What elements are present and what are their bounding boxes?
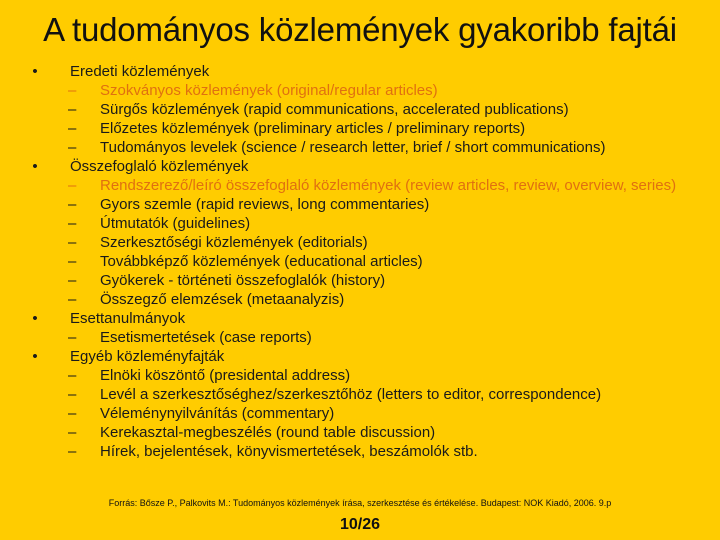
dash-icon: – xyxy=(68,367,77,384)
list-item-text: Hírek, bejelentések, könyvismertetések, beszámolók stb. xyxy=(100,443,478,460)
list-item xyxy=(28,176,708,195)
list-item-text: Útmutatók (guidelines) xyxy=(100,215,251,232)
section-other-types xyxy=(28,347,708,366)
list-item-text: Kerekasztal-megbeszélés (round table discussion) xyxy=(100,424,436,441)
bullet-icon: • xyxy=(32,310,38,327)
dash-icon: – xyxy=(68,386,77,403)
list-item-text: Tudományos levelek (science / research letter, brief / short communications) xyxy=(100,139,606,156)
dash-icon: – xyxy=(68,424,77,441)
list-item-text: Rendszerező/leíró összefoglaló közlemények (review articles, review, overview, series) xyxy=(100,177,677,194)
list-item xyxy=(28,81,708,100)
list-item-text: Levél a szerkesztőséghez/szerkesztőhöz (letters to editor, correspondence) xyxy=(100,386,602,403)
list-item xyxy=(28,328,708,347)
section-label: Egyéb közleményfajták xyxy=(70,348,225,365)
bullet-icon: • xyxy=(32,158,38,175)
list-item-text: Szokványos közlemények (original/regular articles) xyxy=(100,82,438,99)
section-case-studies xyxy=(28,309,708,328)
dash-icon: – xyxy=(68,177,77,194)
bullet-icon: • xyxy=(32,63,38,80)
section-review-articles xyxy=(28,157,708,176)
dash-icon: – xyxy=(68,139,77,156)
dash-icon: – xyxy=(68,82,77,99)
list-item xyxy=(28,366,708,385)
section-original-articles xyxy=(28,62,708,81)
section-label: Esettanulmányok xyxy=(70,310,186,327)
list-item xyxy=(28,138,708,157)
list-item xyxy=(28,423,708,442)
list-item xyxy=(28,442,708,461)
dash-icon: – xyxy=(68,196,77,213)
dash-icon: – xyxy=(68,405,77,422)
list-item xyxy=(28,100,708,119)
list-item xyxy=(28,214,708,233)
section-label: Összefoglaló közlemények xyxy=(70,158,249,175)
bullet-icon: • xyxy=(32,348,38,365)
list-item xyxy=(28,233,708,252)
dash-icon: – xyxy=(68,291,77,308)
page-number: 10/26 xyxy=(339,516,381,533)
dash-icon: – xyxy=(68,253,77,270)
list-item-text: Sürgős közlemények (rapid communications, accelerated publications) xyxy=(100,101,569,118)
source-citation: Forrás: Bősze P., Palkovits M.: Tudományos közlemények írása, szerkesztése és értékelése. Budapest: NOK Kiadó, 2006. 9.p xyxy=(108,498,612,508)
dash-icon: – xyxy=(68,272,77,289)
dash-icon: – xyxy=(68,101,77,118)
list-item xyxy=(28,271,708,290)
list-item-text: Szerkesztőségi közlemények (editorials) xyxy=(100,234,368,251)
dash-icon: – xyxy=(68,443,77,460)
list-item xyxy=(28,195,708,214)
dash-icon: – xyxy=(68,234,77,251)
dash-icon: – xyxy=(68,329,77,346)
list-item-text: Előzetes közlemények (preliminary articles / preliminary reports) xyxy=(100,120,526,137)
list-item xyxy=(28,404,708,423)
list-item-text: Gyors szemle (rapid reviews, long commentaries) xyxy=(100,196,430,213)
list-item xyxy=(28,252,708,271)
list-item xyxy=(28,290,708,309)
list-item-text: Véleménynyilvánítás (commentary) xyxy=(100,405,335,422)
list-item-text: Esetismertetések (case reports) xyxy=(100,329,312,346)
list-item xyxy=(28,385,708,404)
list-item-text: Továbbképző közlemények (educational articles) xyxy=(100,253,423,270)
bullet-list xyxy=(28,62,708,461)
section-label: Eredeti közlemények xyxy=(70,63,210,80)
list-item-text: Gyökerek - történeti összefoglalók (history) xyxy=(100,272,386,289)
list-item xyxy=(28,119,708,138)
dash-icon: – xyxy=(68,120,77,137)
slide-title: A tudományos közlemények gyakoribb fajtái xyxy=(43,11,677,48)
list-item-text: Összegző elemzések (metaanalyzis) xyxy=(100,291,345,308)
dash-icon: – xyxy=(68,215,77,232)
list-item-text: Elnöki köszöntő (presidental address) xyxy=(100,367,351,384)
